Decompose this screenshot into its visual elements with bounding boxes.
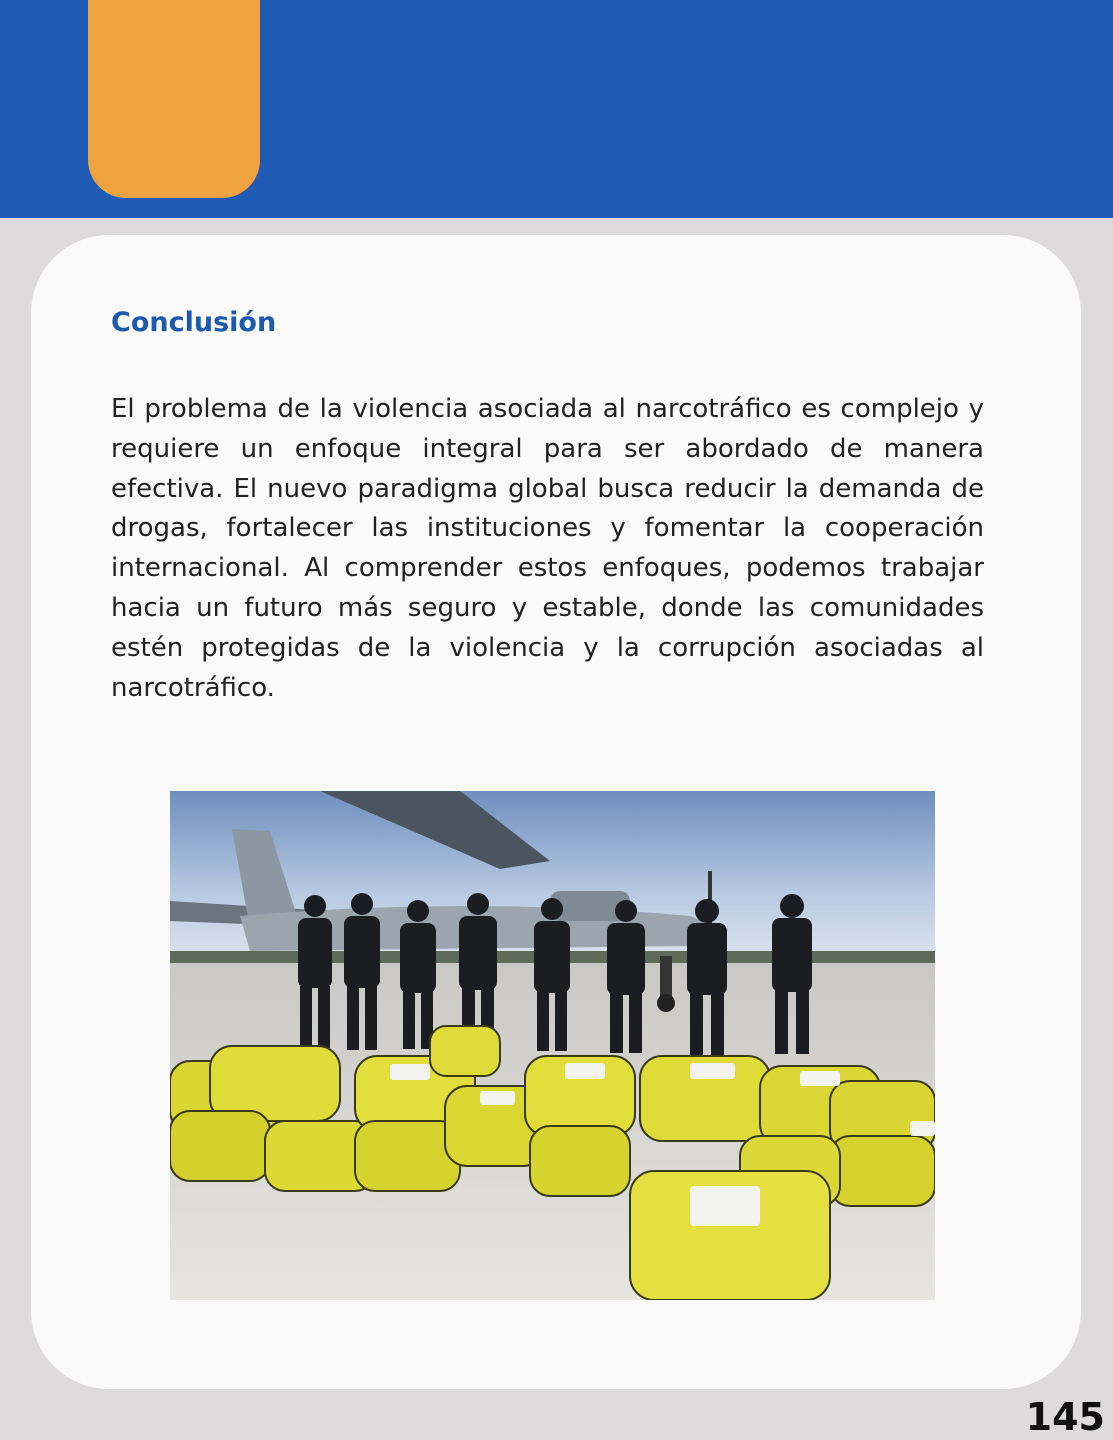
section-heading: Conclusión bbox=[111, 307, 277, 338]
photo-police-drug-seizure bbox=[170, 791, 935, 1300]
page-number: 145 bbox=[1025, 1395, 1105, 1439]
conclusion-paragraph: El problema de la violencia asociada al narcotráfico es complejo y requiere un enfoque integral para ser abordado de manera efectiva. El nuevo paradigma global busca reducir la demanda de drogas, fortalecer las instituciones y fomentar la cooperación internacional. Al comprender estos enfoques, podemos trabajar hacia un futuro más seguro y estable, donde las comunidades estén protegidas de la violencia y la corrupción asociadas al narcotráfico. bbox=[111, 394, 984, 703]
orange-tab-decoration bbox=[88, 0, 260, 198]
